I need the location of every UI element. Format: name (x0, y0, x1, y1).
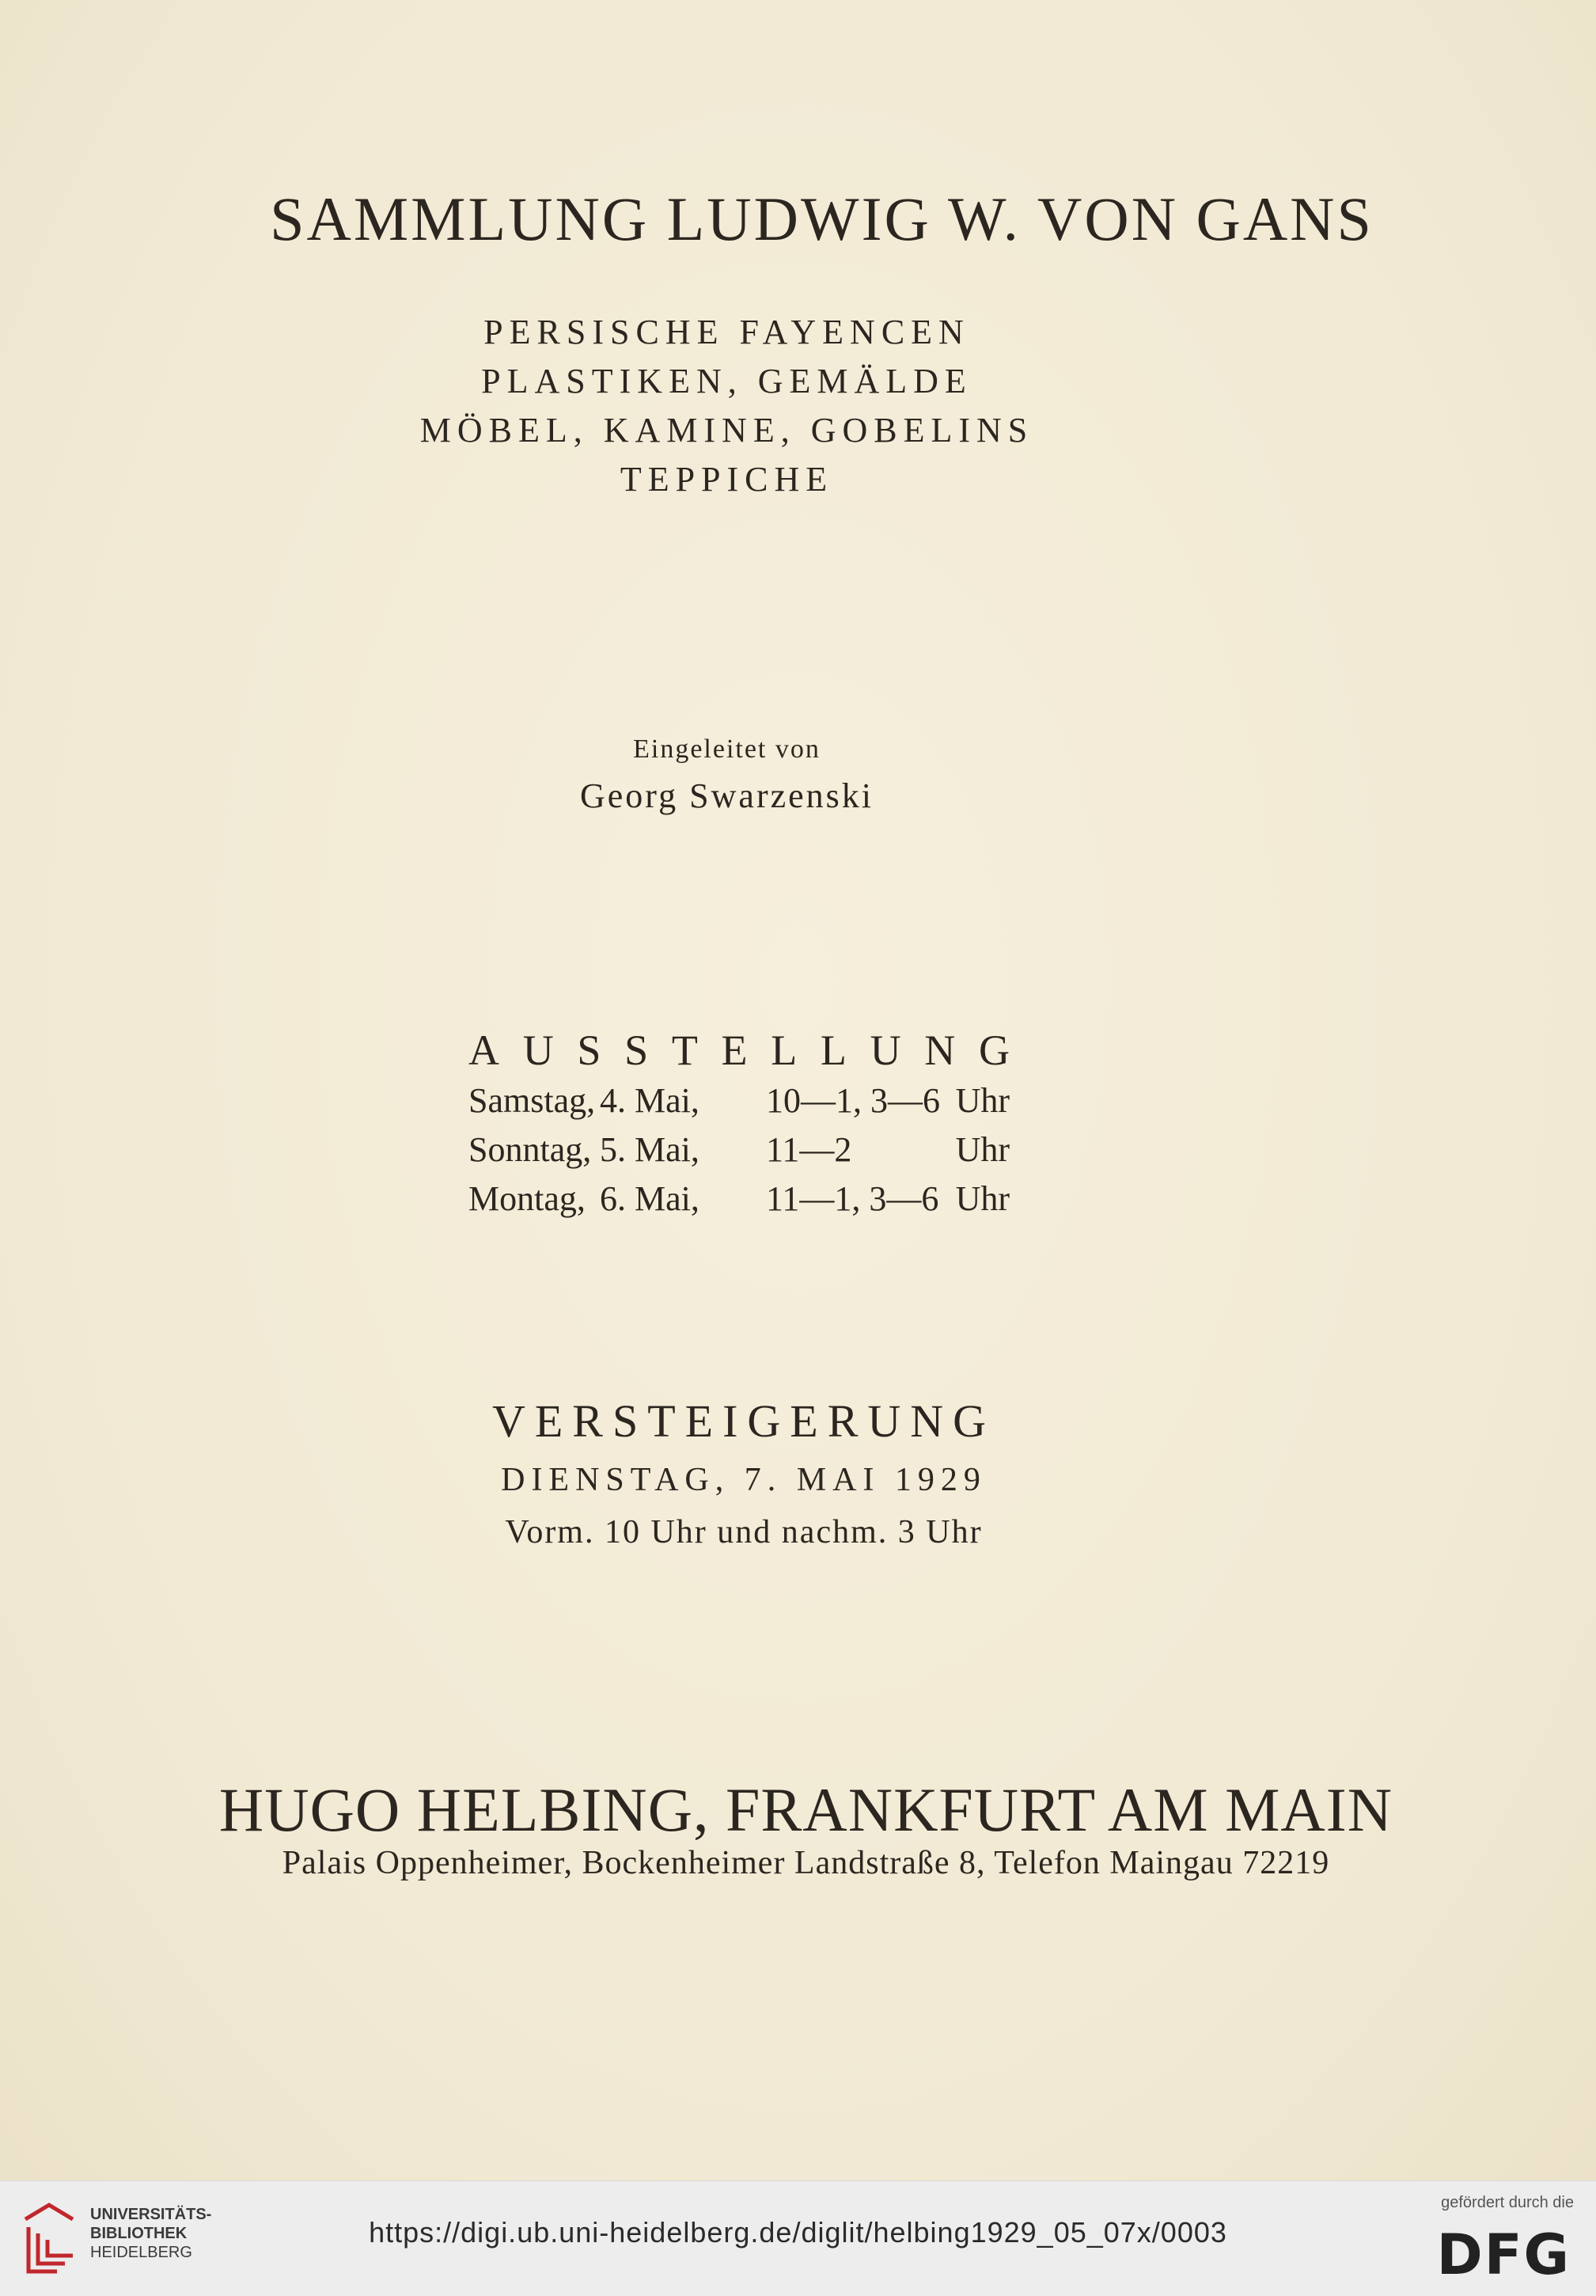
exhibition-day: Montag, (468, 1178, 586, 1218)
exhibition-row (468, 1125, 1010, 1173)
exhibition-time: 11—2 (766, 1129, 852, 1169)
exhibition-time: 11—1, 3—6 (766, 1178, 939, 1218)
auction-date: DIENSTAG, 7. MAI 1929 (501, 1462, 987, 1498)
exhibition-unit: Uhr (955, 1080, 1010, 1120)
introduction-label: Eingeleitet von (633, 734, 821, 764)
firm-name: HUGO HELBING, FRANKFURT AM MAIN (218, 1775, 1393, 1844)
dfg-logo[interactable]: DFG (1436, 2222, 1571, 2287)
catalog-title: SAMMLUNG LUDWIG W. VON GANS (270, 184, 1374, 253)
exhibition-heading: A U S S T E L L U N G (468, 1027, 1010, 1074)
subtitle-line-3: MÖBEL, KAMINE, GOBELINS (419, 411, 1034, 450)
exhibition-time: 10—1, 3—6 (766, 1080, 940, 1120)
firm-address: Palais Oppenheimer, Bockenheimer Landstraße 8, Telefon Maingau 72219 (282, 1845, 1330, 1881)
exhibition-row (468, 1076, 1010, 1124)
exhibition-date: 6. Mai, (600, 1178, 699, 1218)
exhibition-day: Sonntag, (468, 1129, 592, 1169)
exhibition-unit: Uhr (955, 1178, 1010, 1218)
subtitle-line-2: PLASTIKEN, GEMÄLDE (481, 362, 972, 400)
library-name: UNIVERSITÄTS- BIBLIOTHEK HEIDELBERG (90, 2206, 212, 2261)
introduction-author: Georg Swarzenski (580, 776, 874, 815)
funding-label: gefördert durch die (1441, 2194, 1574, 2211)
exhibition-date: 5. Mai, (600, 1129, 699, 1169)
permalink-url[interactable]: https://digi.ub.uni-heidelberg.de/diglit/helbing1929_05_07x/0003 (369, 2216, 1227, 2249)
exhibition-day: Samstag, (468, 1080, 596, 1120)
subtitle-line-1: PERSISCHE FAYENCEN (483, 313, 970, 351)
auction-times: Vorm. 10 Uhr und nachm. 3 Uhr (505, 1514, 983, 1550)
viewer-footer (0, 2180, 1596, 2296)
exhibition-date: 4. Mai, (600, 1080, 699, 1120)
exhibition-unit: Uhr (955, 1129, 1010, 1169)
auction-heading: VERSTEIGERUNG (491, 1395, 996, 1447)
exhibition-block (468, 1026, 1010, 1222)
subtitle-line-4: TEPPICHE (620, 460, 834, 499)
exhibition-row (468, 1175, 1010, 1222)
